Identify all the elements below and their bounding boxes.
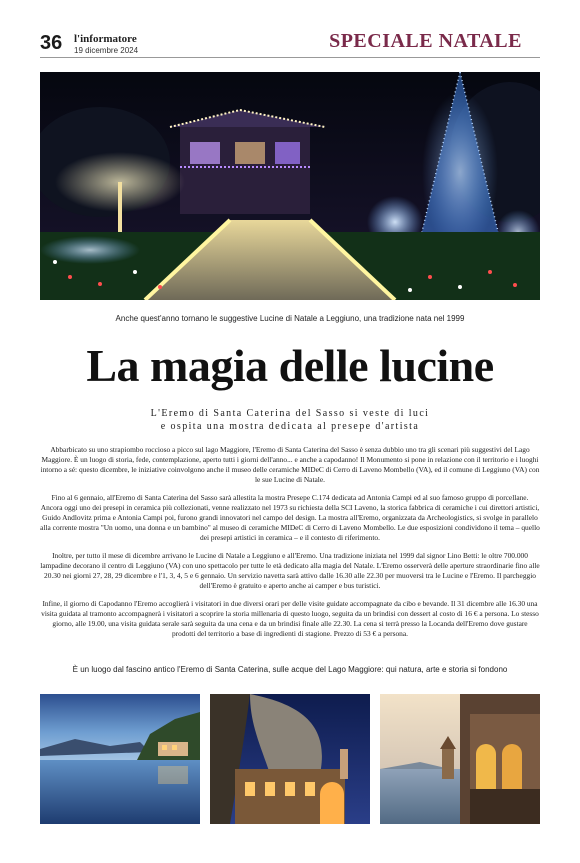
article-paragraph-4: Infine, il giorno di Capodanno l'Eremo accoglierà i visitatori in due diversi orari per delle visite guidate accompagnate da cibo e bevande. Il 31 dicembre alle 16.30 una visita guidata al tramonto accompagnerà i visitatori a scoprire la storia millenaria di questo luogo, seguita da un brindisi con dessert al costo di 16 € a persona. Lo stesso giorno, alle 19.00, una visita guidata serale sarà seguita da una cena e da un brindisi finale alle 22.30. La cena si terrà presso la Locanda dell'Eremo dove gustare prodotti del territorio a base di ingredienti di stagione. Prezzo di 53 € a persona. xyxy=(41,599,539,638)
hero-caption: Anche quest'anno tornano le suggestive Lucine di Natale a Leggiuno, una tradizione nata nel 1999 xyxy=(115,314,465,323)
page-number: 36 xyxy=(40,32,63,54)
page-header xyxy=(40,30,540,60)
section-title: SPECIALE NATALE xyxy=(329,30,522,52)
article-paragraph-3: Inoltre, per tutto il mese di dicembre arrivano le Lucine di Natale a Leggiuno e all'Eremo. Una tradizione iniziata nel 1999 dal signor Lino Betti: le oltre 700.000 lampadine decorano il centro di Leggiuno (VA) con uno spettacolo per tutte le età dedicato alla magia del Natale. L'Eremo osserverà delle aperture straordinarie fino alle 20.30 nei giorni 27, 28, 29 dicembre e l'1, 3, 4, 5 e 6 gennaio. Un servizio navetta sarà attivo dalle 16.30 alle 22.30 per muoversi tra le Lucine e l'Eremo. Il parcheggio dell'Eremo è gratuito e aperto anche ai camper e bus turistici. xyxy=(40,551,540,590)
article-subhead xyxy=(130,407,450,433)
article-body xyxy=(40,445,540,647)
gallery-caption: È un luogo dal fascino antico l'Eremo di Santa Caterina, sulle acque del Lago Maggiore: qui natura, arte e storia si fondono xyxy=(72,665,508,674)
gallery-photo-lake-dusk xyxy=(40,694,200,824)
subhead-line-1: L'Eremo di Santa Caterina del Sasso si veste di luci xyxy=(150,408,430,419)
masthead: l'informatore xyxy=(74,33,137,45)
issue-date: 19 dicembre 2024 xyxy=(74,46,139,55)
article-paragraph-1: Abbarbicato su uno strapiombo roccioso a picco sul lago Maggiore, l'Eremo di Santa Caterina del Sasso è senza dubbio uno tra gli scenari più suggestivi del Lago Maggiore. È un luogo di storia, fede, contemplazione, aperto tutti i giorni dell'anno... e anche a capodanno! Il Monumento si pone in relazione con il territorio e i luoghi intorno a sé: questo dicembre, le iniziative coinvolgono anche il museo delle ceramiche MIDeC di Cerro di Laveno Mombello (VA), ed il comune di Leggiuno (VA) con le sue Lucine di Natale. xyxy=(40,445,540,484)
hero-photo xyxy=(40,72,540,300)
article-paragraph-2: Fino al 6 gennaio, all'Eremo di Santa Caterina del Sasso sarà allestita la mostra Presepe C.174 dedicata ad Antonia Campi ed al suo famoso gruppo di porcellane. Ancora oggi uno dei presepi in ceramica più collezionati, venne realizzato nel 1973 su richiesta della SCI Laveno, la storica fabbrica di ceramiche i cui direttori artistici, Guido Andlovitz prima e Antonia Campi poi, furono grandi innovatori nel campo del design. La mostra all'Eremo, organizzata da Archeologistics, si svolge in parallelo alla corrente mostra "Un uomo, una donna e un bambino" al museo di ceramiche MIDeC di Cerro di Laveno Mombello. Le due esposizioni condividono il tema – quello dei presepi artistici in ceramica – e il contesto di riferimento. xyxy=(40,493,540,542)
subhead-line-2: e ospita una mostra dedicata al presepe d'artista xyxy=(160,421,420,432)
gallery-photo-hermitage-night xyxy=(210,694,370,824)
header-divider xyxy=(40,57,540,58)
article-headline: La magia delle lucine xyxy=(86,340,494,391)
gallery-photo-portico-lake xyxy=(380,694,540,824)
